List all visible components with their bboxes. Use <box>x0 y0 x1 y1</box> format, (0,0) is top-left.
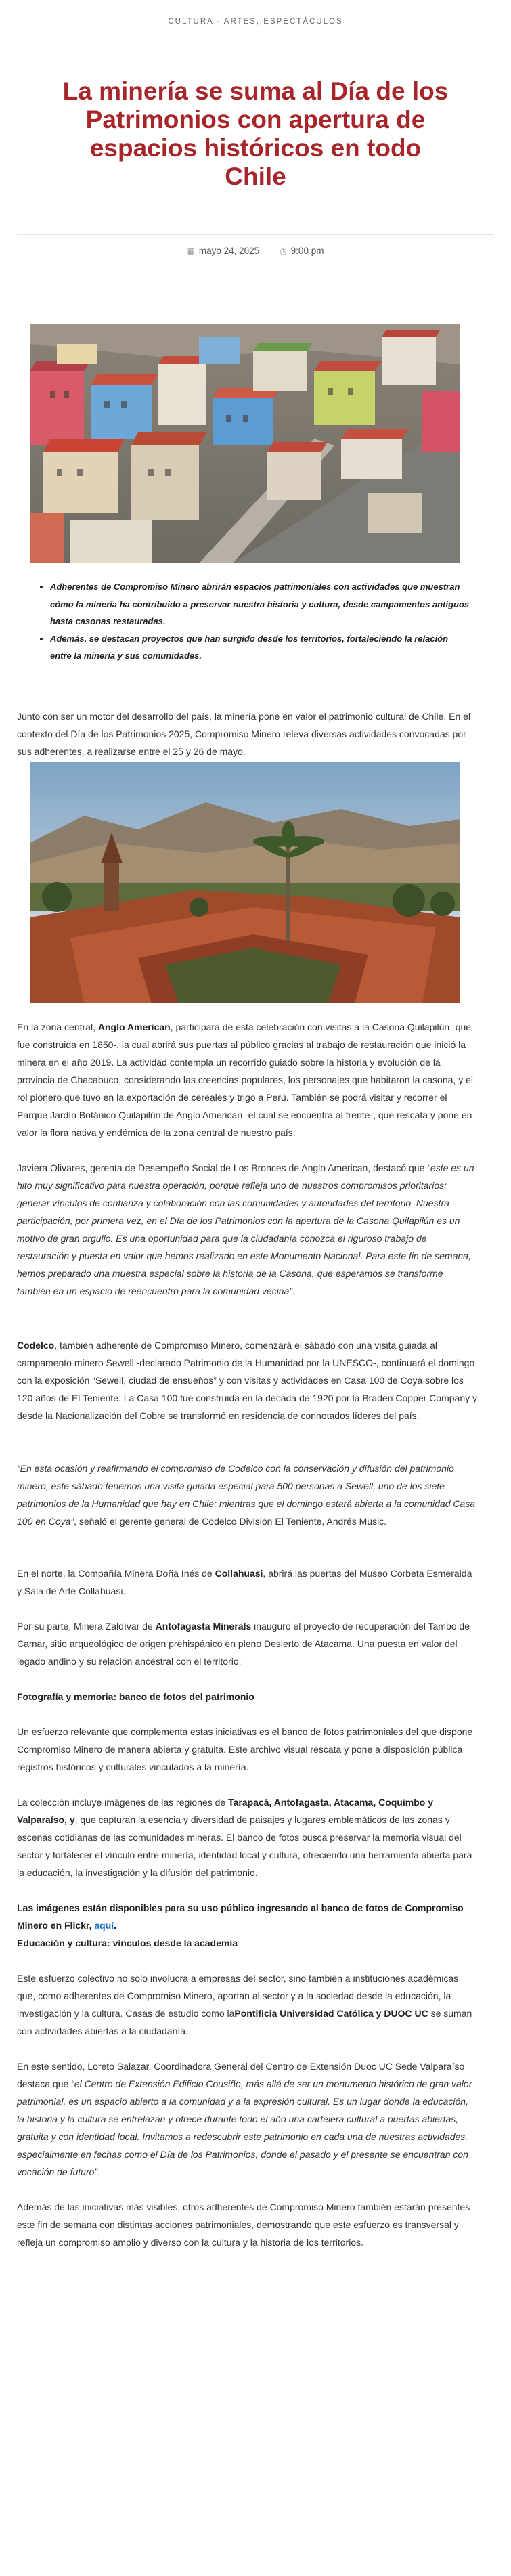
flickr-text: Las imágenes están disponibles para su uso público ingresando al banco de fotos de Compromiso Minero en Flickr, <box>17 1902 464 1931</box>
text-run: se suman con actividades abiertas a la ciudadanía. <box>17 2008 472 2036</box>
text-run: , también adherente de Compromiso Minero, comenzará el sábado con una visita guiada al campamento minero Sewell -declarado Patrimonio de la Humanidad por la UNESCO-, continuará el domingo con la exposición “Sewell, ciudad de ensueños” y con visitas y actividades en Casa 100 de Coya sobre los 120 años de El Teniente. La Casa 100 fue construida en la década de 1920 por la Braden Copper Company y desde la Nacionalización del Cobre se transformó en residencia de connotados líderes del país. <box>17 1340 477 1421</box>
codelco-quote-paragraph <box>17 1460 477 1530</box>
quote-text: “este es un hito muy significativo para nuestra operación, porque refleja uno de nuestros compromisos prioritarios: generar vínculos de confianza y colaboración con las comunidades y autoridades del territorio. Nuestra participación, por primera vez, en el Día de los Patrimonios con la apertura de la Casona Quilapilún es un motivo de gran orgullo. Es una oportunidad para que la ciudadanía conozca el riguroso trabajo de restauración y puesta en valor que hemos realizado en este Monumento Nacional. Para este fin de semana, hemos preparado una muestra especial sobre la historia de la Casona, que esperamos se transforme también en un espacio de reencuentro para la comunidad vecina” <box>17 1162 474 1296</box>
company-name: Collahuasi <box>215 1568 263 1579</box>
text-run: inauguró el proyecto de recuperación del Tambo de Camar, sitio arqueológico de origen prehispánico en pleno Desierto de Atacama. Una puesta en valor del legado andino y su relación ancestral con el territorio. <box>17 1621 470 1667</box>
calendar-icon: ▦ <box>187 246 195 256</box>
category-link[interactable]: CULTURA - ARTES, ESPECTÁCULOS <box>168 18 343 26</box>
sewell-aerial-photo <box>30 324 460 563</box>
meta-time <box>280 246 324 256</box>
time-text: 9:00 pm <box>290 246 324 256</box>
codelco-paragraph <box>17 1336 477 1424</box>
regions-list: Tarapacá, Antofagasta, Atacama, Coquimbo y Valparaíso, y <box>17 1797 433 1825</box>
anglo-american-paragraph <box>17 1018 477 1141</box>
collahuasi-paragraph <box>17 1565 477 1600</box>
text-run: Este esfuerzo colectivo no solo involucra a empresas del sector, sino también a instituciones académicas que, como adherentes de Compromiso Minero, aportan al sector y a la sociedad desde la educación, la investigación y la cultura. Casas de estudio como la <box>17 1973 459 2019</box>
section-heading-educacion: Educación y cultura: vínculos desde la academia <box>17 1938 238 1948</box>
article-meta <box>17 234 494 267</box>
text-run: , participará de esta celebración con visitas a la Casona Quilapilún -que fue construida en 1850-, la cual abrirá sus puertas al público gracias al trabajo de restauración que inició la minera en el año 2019. La actividad contempla un recorrido guiado sobre la historia y evolución de la provincia de Chacabuco, considerando las creencias populares, los personajes que habitaron la casona, y el rol pionero que tuvo en la exportación de cereales y trigo a Perú. También se podrá visitar y recorrer el Parque Jardín Botánico Quilapilún de Anglo American -el cual se encuentra al frente-, que rescata y pone en valor la flora nativa y endémica de la zona central de nuestro país. <box>17 1022 473 1138</box>
company-name: Antofagasta Minerals <box>155 1621 252 1632</box>
summary-bullets <box>39 578 470 665</box>
summary-bullet: • Además, se destacan proyectos que han surgido desde los territorios, fortaleciendo la relación entre la minería y sus comunidades. <box>50 630 470 665</box>
company-name: Anglo American <box>97 1022 171 1032</box>
text-run: En el norte, la Compañía Minera Doña Inés de <box>17 1568 215 1579</box>
banco-fotos-paragraph: Un esfuerzo relevante que complementa estas iniciativas es el banco de fotos patrimoniales del que dispone Compromiso Minero de manera abierta y gratuita. Este archivo visual rescata y pone a disposición pública registros históricos y culturales vinculados a la minería. <box>17 1726 473 1772</box>
text-run: . <box>97 2166 100 2177</box>
category-breadcrumb <box>0 0 511 30</box>
text-run: , abrirá las puertas del Museo Corbeta Esmeralda y Sala de Arte Collahuasi. <box>17 1568 472 1596</box>
universities: Pontificia Universidad Católica y DUOC UC <box>234 2008 428 2019</box>
quote-text: “el Centro de Extensión Edificio Cousiño, más allá de ser un monumento histórico de gran valor patrimonial, es un espacio abierto a la comunidad y a la expresión cultural. Es un lugar donde la educación, la historia y la cultura se entrelazan y ofrece durante todo el año una cartelera cultural a puertas abiertas, gratuita y con identidad local. Invitamos a redescubrir este patrimonio en cada una de nuestras actividades, especialmente en fechas como el Día de los Patrimonios, donde el pasado y el presente se encuentran con vocación de futuro” <box>17 2078 472 2177</box>
text-run: En este sentido, Loreto Salazar, Coordinadora General del Centro de Extensión Duoc UC Sede Valparaíso destaca que <box>17 2061 465 2089</box>
clock-icon: ◷ <box>280 246 287 256</box>
article-title: La minería se suma al Día de los Patrimonios con apertura de espacios históricos en todo Chile <box>62 77 449 190</box>
text-run: . <box>114 1920 117 1931</box>
javiera-paragraph <box>17 1159 477 1300</box>
company-name: Codelco <box>17 1340 55 1351</box>
zaldivar-paragraph <box>17 1617 477 1670</box>
casona-quilapilun-photo <box>30 762 460 1003</box>
summary-bullet: • Adherentes de Compromiso Minero abrirán espacios patrimoniales con actividades que muestran cómo la minería ha contribuido a preservar nuestra historia y cultura, desde campamentos antiguos hasta casonas restauradas. <box>50 578 470 630</box>
text-run: , señaló el gerente general de Codelco División El Teniente, Andrés Music. <box>74 1516 387 1527</box>
sewell-aerial-illustration <box>30 324 460 563</box>
meta-date <box>187 246 260 256</box>
loreto-paragraph <box>17 2057 477 2181</box>
text-run: Javiera Olivares, gerenta de Desempeño Social de Los Bronces de Anglo American, destacó que <box>17 1162 428 1173</box>
educacion-paragraph <box>17 1969 477 2040</box>
flickr-paragraph <box>17 1899 477 1934</box>
quote-text: “En esta ocasión y reafirmando el compromiso de Codelco con la conservación y difusión del patrimonio minero, este sábado tenemos una visita guiada especial para 500 personas a Sewell, uno de los siete patrimonios de la Humanidad que hay en Chile; mientras que el domingo estará abierta a la comunidad Casa 100 en Coya” <box>17 1463 476 1527</box>
text-run: , que capturan la esencia y diversidad de paisajes y lugares emblemáticos de las zonas y escenas cotidianas de las comunidades mineras. El banco de fotos busca preservar la memoria visual del sector y fortalecer el vínculo entre minería, identidad local y cultura, ofreciendo una herramienta abierta para la educación, la investigación y la difusión del patrimonio. <box>17 1814 472 1878</box>
final-paragraph: Además de las iniciativas más visibles, otros adherentes de Compromiso Minero también estarán presentes este fin de semana con distintas acciones patrimoniales, demostrando que este esfuerzo es transversal y refleja un compromiso amplio y diverso con la cultura y la historia de los territorios. <box>17 2202 470 2248</box>
text-run: . <box>292 1286 295 1296</box>
text-run: Por su parte, Minera Zaldívar de <box>17 1621 156 1632</box>
section-heading-fotografia: Fotografía y memoria: banco de fotos del patrimonio <box>17 1691 254 1702</box>
date-text: mayo 24, 2025 <box>198 246 260 256</box>
text-run: En la zona central, <box>17 1022 98 1032</box>
casona-illustration <box>30 762 460 1003</box>
coleccion-paragraph <box>17 1793 477 1881</box>
flickr-link[interactable]: aquí <box>94 1920 114 1931</box>
text-run: La colección incluye imágenes de las regiones de <box>17 1797 229 1808</box>
intro-paragraph: Junto con ser un motor del desarrollo del país, la minería pone en valor el patrimonio cultural de Chile. En el contexto del Día de los Patrimonios 2025, Compromiso Minero releva diversas actividades convocadas por sus adherentes, a realizarse entre el 25 y 26 de mayo. <box>17 711 471 757</box>
